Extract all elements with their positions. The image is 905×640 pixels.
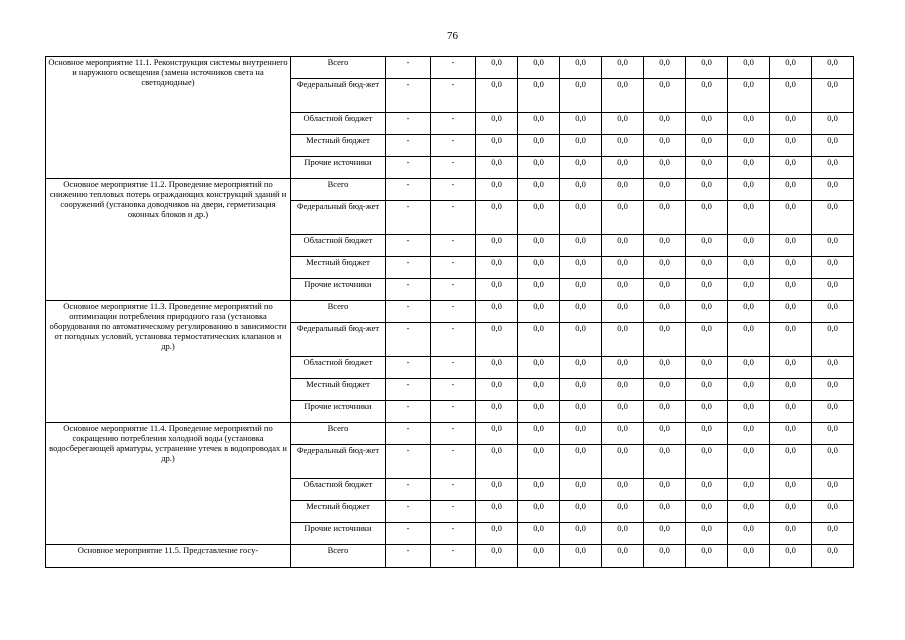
dash-cell: - xyxy=(431,357,476,379)
dash-cell: - xyxy=(386,257,431,279)
dash-cell: - xyxy=(386,179,431,201)
funding-source: Областной бюджет xyxy=(291,113,386,135)
funding-source: Местный бюджет xyxy=(291,379,386,401)
value-cell: 0,0 xyxy=(602,357,644,379)
dash-cell: - xyxy=(386,301,431,323)
value-cell: 0,0 xyxy=(602,423,644,445)
value-cell: 0,0 xyxy=(644,445,686,479)
funding-source: Областной бюджет xyxy=(291,357,386,379)
value-cell: 0,0 xyxy=(476,179,518,201)
value-cell: 0,0 xyxy=(560,323,602,357)
funding-source: Прочие источники xyxy=(291,279,386,301)
value-cell: 0,0 xyxy=(560,479,602,501)
value-cell: 0,0 xyxy=(476,501,518,523)
value-cell: 0,0 xyxy=(812,135,854,157)
dash-cell: - xyxy=(431,479,476,501)
value-cell: 0,0 xyxy=(476,235,518,257)
value-cell: 0,0 xyxy=(728,135,770,157)
value-cell: 0,0 xyxy=(602,545,644,568)
value-cell: 0,0 xyxy=(728,401,770,423)
dash-cell: - xyxy=(386,79,431,113)
value-cell: 0,0 xyxy=(770,379,812,401)
dash-cell: - xyxy=(386,135,431,157)
funding-source: Всего xyxy=(291,423,386,445)
funding-source: Прочие источники xyxy=(291,157,386,179)
value-cell: 0,0 xyxy=(770,235,812,257)
value-cell: 0,0 xyxy=(686,179,728,201)
dash-cell: - xyxy=(431,201,476,235)
funding-source: Федеральный бюд-жет xyxy=(291,445,386,479)
value-cell: 0,0 xyxy=(602,157,644,179)
value-cell: 0,0 xyxy=(812,201,854,235)
value-cell: 0,0 xyxy=(644,323,686,357)
value-cell: 0,0 xyxy=(476,423,518,445)
value-cell: 0,0 xyxy=(812,323,854,357)
activity-label: Основное мероприятие 11.4. Проведение мероприятий по сокращению потребления холодной воды (установка водосберегающей арматуры, устранение утечек в водопроводах и др.) xyxy=(46,423,291,545)
value-cell: 0,0 xyxy=(812,445,854,479)
value-cell: 0,0 xyxy=(812,301,854,323)
value-cell: 0,0 xyxy=(812,501,854,523)
value-cell: 0,0 xyxy=(602,57,644,79)
value-cell: 0,0 xyxy=(686,379,728,401)
value-cell: 0,0 xyxy=(644,257,686,279)
value-cell: 0,0 xyxy=(812,57,854,79)
value-cell: 0,0 xyxy=(518,545,560,568)
value-cell: 0,0 xyxy=(560,279,602,301)
value-cell: 0,0 xyxy=(770,479,812,501)
value-cell: 0,0 xyxy=(644,357,686,379)
value-cell: 0,0 xyxy=(644,113,686,135)
value-cell: 0,0 xyxy=(728,479,770,501)
value-cell: 0,0 xyxy=(476,201,518,235)
value-cell: 0,0 xyxy=(686,523,728,545)
dash-cell: - xyxy=(431,235,476,257)
dash-cell: - xyxy=(386,523,431,545)
value-cell: 0,0 xyxy=(770,357,812,379)
table-row xyxy=(46,423,854,445)
value-cell: 0,0 xyxy=(560,57,602,79)
funding-source: Всего xyxy=(291,57,386,79)
value-cell: 0,0 xyxy=(728,501,770,523)
value-cell: 0,0 xyxy=(686,57,728,79)
value-cell: 0,0 xyxy=(518,479,560,501)
value-cell: 0,0 xyxy=(518,445,560,479)
dash-cell: - xyxy=(431,545,476,568)
value-cell: 0,0 xyxy=(812,357,854,379)
value-cell: 0,0 xyxy=(518,323,560,357)
funding-source: Всего xyxy=(291,179,386,201)
page-number: 76 xyxy=(447,30,458,42)
value-cell: 0,0 xyxy=(728,445,770,479)
value-cell: 0,0 xyxy=(560,135,602,157)
dash-cell: - xyxy=(431,423,476,445)
value-cell: 0,0 xyxy=(770,401,812,423)
table-row xyxy=(46,301,854,323)
value-cell: 0,0 xyxy=(644,479,686,501)
value-cell: 0,0 xyxy=(728,545,770,568)
value-cell: 0,0 xyxy=(728,423,770,445)
value-cell: 0,0 xyxy=(770,501,812,523)
value-cell: 0,0 xyxy=(518,235,560,257)
value-cell: 0,0 xyxy=(518,379,560,401)
value-cell: 0,0 xyxy=(728,257,770,279)
value-cell: 0,0 xyxy=(770,279,812,301)
value-cell: 0,0 xyxy=(728,179,770,201)
value-cell: 0,0 xyxy=(644,135,686,157)
value-cell: 0,0 xyxy=(560,501,602,523)
value-cell: 0,0 xyxy=(770,545,812,568)
table-row xyxy=(46,57,854,79)
value-cell: 0,0 xyxy=(602,135,644,157)
activity-label: Основное мероприятие 11.1. Реконструкция системы внутреннего и наружного освещения (замена источников света на светодиодные) xyxy=(46,57,291,179)
dash-cell: - xyxy=(386,357,431,379)
dash-cell: - xyxy=(386,545,431,568)
value-cell: 0,0 xyxy=(560,523,602,545)
activity-label: Основное мероприятие 11.5. Представление госу- xyxy=(46,545,291,568)
value-cell: 0,0 xyxy=(476,257,518,279)
value-cell: 0,0 xyxy=(602,201,644,235)
value-cell: 0,0 xyxy=(602,379,644,401)
value-cell: 0,0 xyxy=(770,323,812,357)
value-cell: 0,0 xyxy=(644,379,686,401)
value-cell: 0,0 xyxy=(602,445,644,479)
value-cell: 0,0 xyxy=(728,113,770,135)
value-cell: 0,0 xyxy=(728,379,770,401)
value-cell: 0,0 xyxy=(812,479,854,501)
dash-cell: - xyxy=(431,157,476,179)
value-cell: 0,0 xyxy=(476,523,518,545)
dash-cell: - xyxy=(386,323,431,357)
value-cell: 0,0 xyxy=(812,179,854,201)
dash-cell: - xyxy=(431,379,476,401)
value-cell: 0,0 xyxy=(728,57,770,79)
value-cell: 0,0 xyxy=(644,79,686,113)
activity-label: Основное мероприятие 11.3. Проведение мероприятий по оптимизации потребления природного газа (установка оборудования по автоматическому регулированию в зависимости от погодных условий, установка термостатических клапанов и др.) xyxy=(46,301,291,423)
value-cell: 0,0 xyxy=(518,501,560,523)
value-cell: 0,0 xyxy=(812,401,854,423)
value-cell: 0,0 xyxy=(476,301,518,323)
value-cell: 0,0 xyxy=(644,423,686,445)
value-cell: 0,0 xyxy=(728,79,770,113)
value-cell: 0,0 xyxy=(476,379,518,401)
funding-source: Областной бюджет xyxy=(291,235,386,257)
value-cell: 0,0 xyxy=(728,301,770,323)
value-cell: 0,0 xyxy=(518,135,560,157)
value-cell: 0,0 xyxy=(476,157,518,179)
value-cell: 0,0 xyxy=(518,357,560,379)
dash-cell: - xyxy=(386,57,431,79)
value-cell: 0,0 xyxy=(518,257,560,279)
value-cell: 0,0 xyxy=(686,113,728,135)
value-cell: 0,0 xyxy=(560,401,602,423)
value-cell: 0,0 xyxy=(686,279,728,301)
activity-label: Основное мероприятие 11.2. Проведение мероприятий по снижению тепловых потерь ограждающих конструкций зданий и сооружений (установка доводчиков на двери, герметизация оконных блоков и др.) xyxy=(46,179,291,301)
value-cell: 0,0 xyxy=(728,357,770,379)
value-cell: 0,0 xyxy=(644,501,686,523)
value-cell: 0,0 xyxy=(770,79,812,113)
value-cell: 0,0 xyxy=(812,79,854,113)
value-cell: 0,0 xyxy=(686,201,728,235)
dash-cell: - xyxy=(386,401,431,423)
value-cell: 0,0 xyxy=(602,79,644,113)
funding-source: Всего xyxy=(291,545,386,568)
dash-cell: - xyxy=(431,301,476,323)
value-cell: 0,0 xyxy=(476,57,518,79)
value-cell: 0,0 xyxy=(686,401,728,423)
value-cell: 0,0 xyxy=(728,235,770,257)
value-cell: 0,0 xyxy=(812,113,854,135)
value-cell: 0,0 xyxy=(686,135,728,157)
dash-cell: - xyxy=(431,79,476,113)
value-cell: 0,0 xyxy=(518,201,560,235)
value-cell: 0,0 xyxy=(728,323,770,357)
value-cell: 0,0 xyxy=(644,157,686,179)
value-cell: 0,0 xyxy=(812,235,854,257)
value-cell: 0,0 xyxy=(518,301,560,323)
value-cell: 0,0 xyxy=(686,157,728,179)
value-cell: 0,0 xyxy=(812,279,854,301)
value-cell: 0,0 xyxy=(812,257,854,279)
value-cell: 0,0 xyxy=(476,79,518,113)
value-cell: 0,0 xyxy=(812,157,854,179)
value-cell: 0,0 xyxy=(728,523,770,545)
value-cell: 0,0 xyxy=(476,323,518,357)
value-cell: 0,0 xyxy=(476,279,518,301)
dash-cell: - xyxy=(431,179,476,201)
dash-cell: - xyxy=(431,57,476,79)
dash-cell: - xyxy=(386,479,431,501)
value-cell: 0,0 xyxy=(602,523,644,545)
dash-cell: - xyxy=(431,445,476,479)
value-cell: 0,0 xyxy=(686,79,728,113)
dash-cell: - xyxy=(431,279,476,301)
value-cell: 0,0 xyxy=(644,57,686,79)
value-cell: 0,0 xyxy=(602,301,644,323)
dash-cell: - xyxy=(386,201,431,235)
value-cell: 0,0 xyxy=(476,135,518,157)
value-cell: 0,0 xyxy=(686,423,728,445)
value-cell: 0,0 xyxy=(686,323,728,357)
value-cell: 0,0 xyxy=(812,379,854,401)
value-cell: 0,0 xyxy=(686,357,728,379)
value-cell: 0,0 xyxy=(686,257,728,279)
value-cell: 0,0 xyxy=(770,423,812,445)
value-cell: 0,0 xyxy=(560,379,602,401)
value-cell: 0,0 xyxy=(812,423,854,445)
value-cell: 0,0 xyxy=(770,523,812,545)
funding-source: Федеральный бюд-жет xyxy=(291,79,386,113)
value-cell: 0,0 xyxy=(644,201,686,235)
value-cell: 0,0 xyxy=(602,479,644,501)
value-cell: 0,0 xyxy=(728,157,770,179)
dash-cell: - xyxy=(386,501,431,523)
funding-source: Прочие источники xyxy=(291,401,386,423)
dash-cell: - xyxy=(386,423,431,445)
value-cell: 0,0 xyxy=(644,401,686,423)
value-cell: 0,0 xyxy=(560,257,602,279)
dash-cell: - xyxy=(386,445,431,479)
value-cell: 0,0 xyxy=(602,401,644,423)
funding-source: Всего xyxy=(291,301,386,323)
value-cell: 0,0 xyxy=(560,113,602,135)
dash-cell: - xyxy=(431,323,476,357)
value-cell: 0,0 xyxy=(602,113,644,135)
funding-source: Федеральный бюд-жет xyxy=(291,323,386,357)
dash-cell: - xyxy=(431,135,476,157)
value-cell: 0,0 xyxy=(686,479,728,501)
value-cell: 0,0 xyxy=(770,135,812,157)
dash-cell: - xyxy=(386,235,431,257)
dash-cell: - xyxy=(386,379,431,401)
table-row xyxy=(46,545,854,568)
dash-cell: - xyxy=(431,401,476,423)
value-cell: 0,0 xyxy=(518,113,560,135)
funding-source: Прочие источники xyxy=(291,523,386,545)
value-cell: 0,0 xyxy=(476,445,518,479)
value-cell: 0,0 xyxy=(728,279,770,301)
dash-cell: - xyxy=(431,113,476,135)
value-cell: 0,0 xyxy=(644,235,686,257)
dash-cell: - xyxy=(386,157,431,179)
value-cell: 0,0 xyxy=(686,545,728,568)
value-cell: 0,0 xyxy=(560,235,602,257)
value-cell: 0,0 xyxy=(644,301,686,323)
funding-source: Областной бюджет xyxy=(291,479,386,501)
value-cell: 0,0 xyxy=(476,357,518,379)
value-cell: 0,0 xyxy=(518,423,560,445)
value-cell: 0,0 xyxy=(518,157,560,179)
value-cell: 0,0 xyxy=(602,323,644,357)
value-cell: 0,0 xyxy=(518,79,560,113)
value-cell: 0,0 xyxy=(770,113,812,135)
funding-source: Местный бюджет xyxy=(291,135,386,157)
value-cell: 0,0 xyxy=(476,401,518,423)
dash-cell: - xyxy=(431,523,476,545)
value-cell: 0,0 xyxy=(560,545,602,568)
funding-source: Местный бюджет xyxy=(291,501,386,523)
value-cell: 0,0 xyxy=(560,301,602,323)
value-cell: 0,0 xyxy=(644,523,686,545)
value-cell: 0,0 xyxy=(770,157,812,179)
value-cell: 0,0 xyxy=(518,279,560,301)
value-cell: 0,0 xyxy=(770,201,812,235)
value-cell: 0,0 xyxy=(560,423,602,445)
value-cell: 0,0 xyxy=(518,401,560,423)
dash-cell: - xyxy=(386,113,431,135)
value-cell: 0,0 xyxy=(728,201,770,235)
value-cell: 0,0 xyxy=(518,523,560,545)
value-cell: 0,0 xyxy=(770,301,812,323)
value-cell: 0,0 xyxy=(770,179,812,201)
budget-table xyxy=(45,56,854,568)
value-cell: 0,0 xyxy=(686,501,728,523)
value-cell: 0,0 xyxy=(686,301,728,323)
value-cell: 0,0 xyxy=(770,257,812,279)
value-cell: 0,0 xyxy=(686,235,728,257)
value-cell: 0,0 xyxy=(812,523,854,545)
value-cell: 0,0 xyxy=(644,545,686,568)
value-cell: 0,0 xyxy=(518,179,560,201)
value-cell: 0,0 xyxy=(560,179,602,201)
value-cell: 0,0 xyxy=(560,157,602,179)
dash-cell: - xyxy=(431,257,476,279)
value-cell: 0,0 xyxy=(602,179,644,201)
value-cell: 0,0 xyxy=(770,445,812,479)
value-cell: 0,0 xyxy=(518,57,560,79)
value-cell: 0,0 xyxy=(560,357,602,379)
value-cell: 0,0 xyxy=(476,113,518,135)
table-row xyxy=(46,179,854,201)
value-cell: 0,0 xyxy=(560,79,602,113)
value-cell: 0,0 xyxy=(602,235,644,257)
value-cell: 0,0 xyxy=(560,445,602,479)
funding-source: Местный бюджет xyxy=(291,257,386,279)
value-cell: 0,0 xyxy=(770,57,812,79)
value-cell: 0,0 xyxy=(644,279,686,301)
dash-cell: - xyxy=(386,279,431,301)
value-cell: 0,0 xyxy=(602,257,644,279)
value-cell: 0,0 xyxy=(644,179,686,201)
value-cell: 0,0 xyxy=(476,545,518,568)
value-cell: 0,0 xyxy=(602,279,644,301)
value-cell: 0,0 xyxy=(560,201,602,235)
value-cell: 0,0 xyxy=(686,445,728,479)
value-cell: 0,0 xyxy=(476,479,518,501)
value-cell: 0,0 xyxy=(602,501,644,523)
dash-cell: - xyxy=(431,501,476,523)
value-cell: 0,0 xyxy=(812,545,854,568)
funding-source: Федеральный бюд-жет xyxy=(291,201,386,235)
